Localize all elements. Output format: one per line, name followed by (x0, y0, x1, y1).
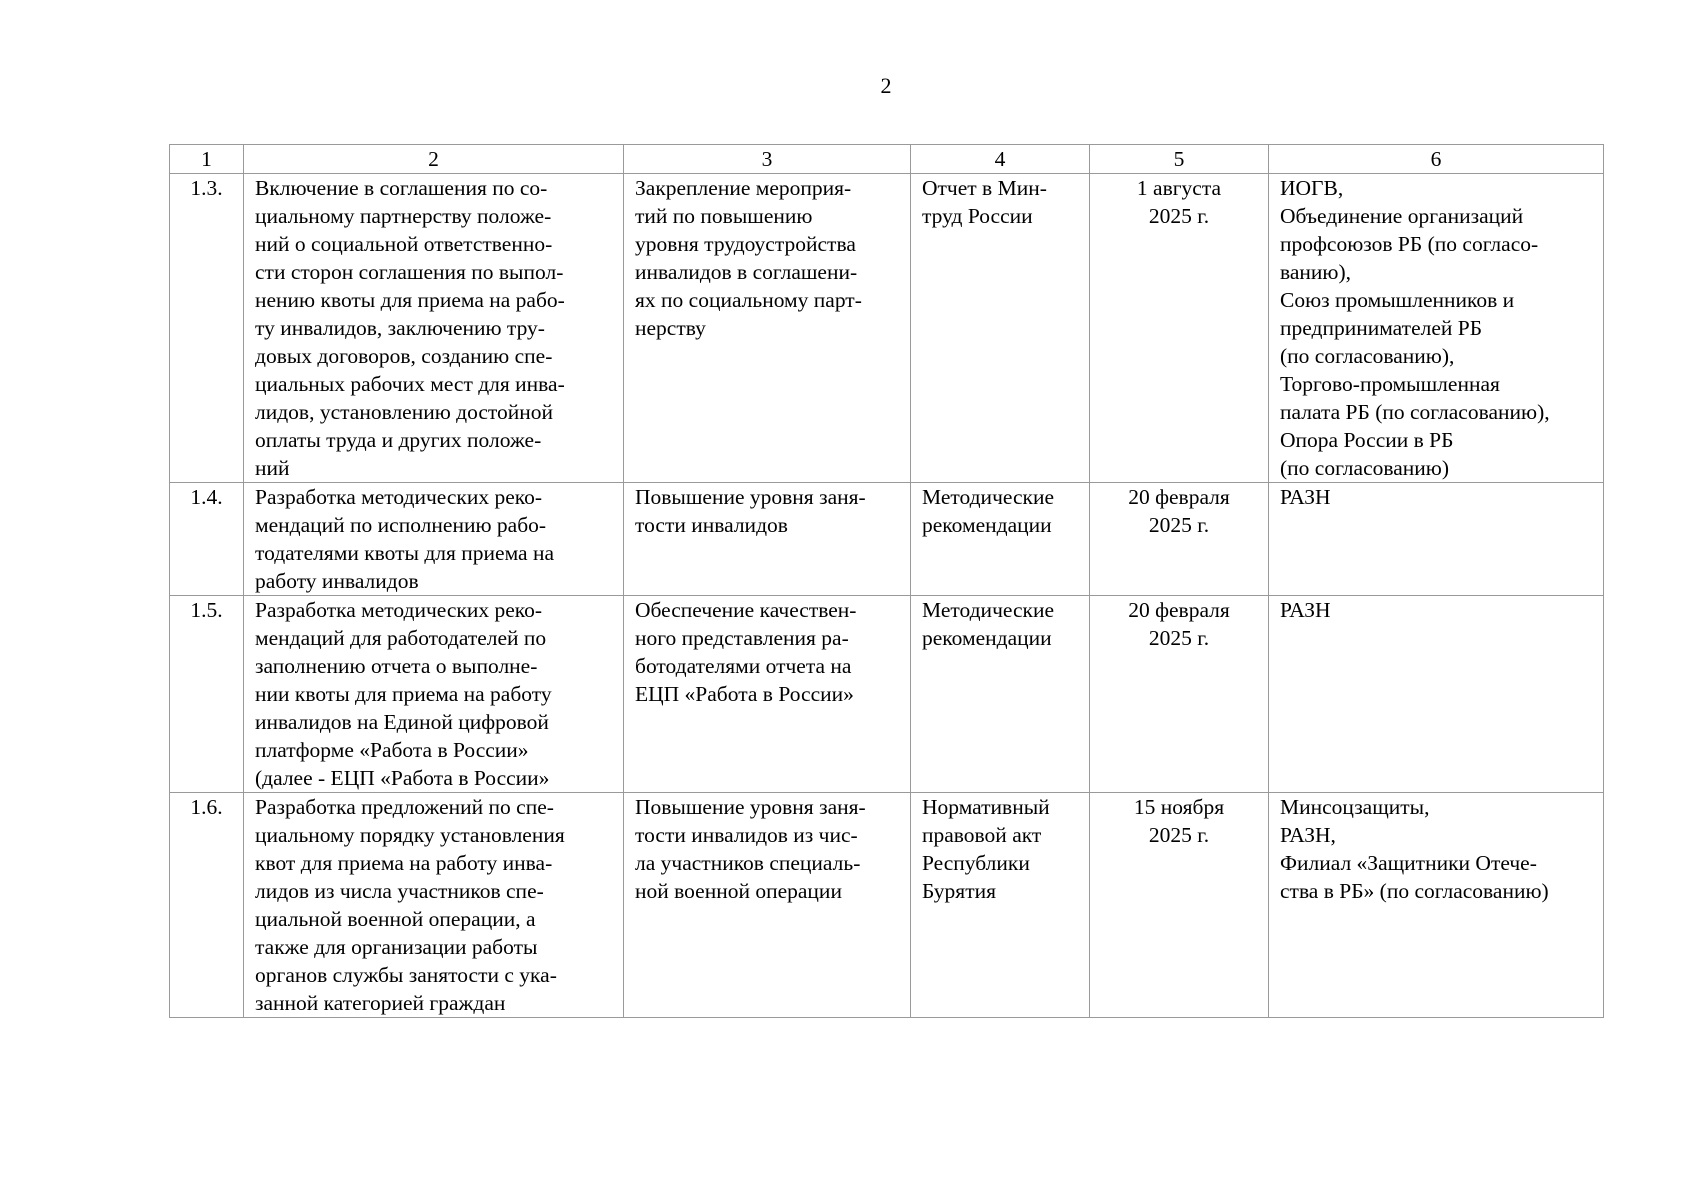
cell-text-line: рекомендации (922, 513, 1052, 537)
activity-cell (244, 483, 624, 596)
cell-text-line: (по согласованию), (1280, 344, 1455, 368)
cell-text-line: РАЗН (1280, 485, 1331, 509)
header-col-6: 6 (1269, 145, 1604, 174)
cell-text-line: тий по повышению (635, 204, 813, 228)
result-cell (624, 596, 911, 793)
header-col-4: 4 (911, 145, 1090, 174)
cell-text-line: нению квоты для приема на рабо- (255, 288, 565, 312)
deadline-cell (1090, 174, 1269, 483)
cell-text-line: РАЗН (1280, 598, 1331, 622)
cell-text-line: инвалидов в соглашени- (635, 260, 858, 284)
activity-cell (244, 596, 624, 793)
completion-form-cell (911, 483, 1090, 596)
cell-text-line: Союз промышленников и (1280, 288, 1515, 312)
header-col-1: 1 (170, 145, 244, 174)
cell-text-line: ИОГВ, (1280, 176, 1344, 200)
cell-text-line: Торгово-промышленная (1280, 372, 1500, 396)
cell-text-line: ства в РБ» (по согласованию) (1280, 879, 1549, 903)
result-cell (624, 483, 911, 596)
cell-text-line: также для организации работы (255, 935, 538, 959)
cell-text-line: заполнению отчета о выполне- (255, 654, 538, 678)
cell-text-line: работу инвалидов (255, 569, 419, 593)
cell-text-line: ту инвалидов, заключению тру- (255, 316, 545, 340)
responsible-cell (1269, 174, 1604, 483)
table-row (170, 793, 1604, 1018)
cell-text-line: циальному порядку установления (255, 823, 565, 847)
cell-text-line: циальному партнерству положе- (255, 204, 552, 228)
cell-text-line: Закрепление мероприя- (635, 176, 852, 200)
cell-text-line: ного представления ра- (635, 626, 849, 650)
cell-text-line: 20 февраля (1128, 485, 1230, 509)
table-row (170, 174, 1604, 483)
cell-text-line: занной категорией граждан (255, 991, 506, 1015)
cell-text-line: 20 февраля (1128, 598, 1230, 622)
cell-text-line: Бурятия (922, 879, 996, 903)
plan-table (169, 144, 1604, 1018)
responsible-cell (1269, 793, 1604, 1018)
cell-text-line: тодателями квоты для приема на (255, 541, 555, 565)
deadline-cell (1090, 596, 1269, 793)
cell-text-line: тости инвалидов (635, 513, 788, 537)
cell-text-line: ботодателями отчета на (635, 654, 852, 678)
cell-text-line: ний о социальной ответственно- (255, 232, 553, 256)
cell-text-line: Филиал «Защитники Отече- (1280, 851, 1537, 875)
cell-text-line: нии квоты для приема на работу (255, 682, 552, 706)
cell-text-line: 2025 г. (1148, 626, 1210, 650)
responsible-cell (1269, 596, 1604, 793)
cell-text-line: оплаты труда и других положе- (255, 428, 542, 452)
cell-text-line: Разработка методических реко- (255, 485, 543, 509)
cell-text-line: ла участников специаль- (635, 851, 861, 875)
cell-text-line: Нормативный (922, 795, 1050, 819)
cell-text-line: нерству (635, 316, 706, 340)
cell-text-line: предпринимателей РБ (1280, 316, 1483, 340)
cell-text-line: мендаций для работодателей по (255, 626, 547, 650)
cell-text-line: Республики (922, 851, 1030, 875)
table-header-row (170, 145, 1604, 174)
cell-text-line: (далее - ЕЦП «Работа в России» (255, 766, 550, 790)
cell-text-line: Разработка методических реко- (255, 598, 543, 622)
cell-text-line: мендаций по исполнению рабо- (255, 513, 547, 537)
responsible-cell (1269, 483, 1604, 596)
item-number-cell: 1.4. (170, 483, 244, 596)
cell-text-line: лидов из числа участников спе- (255, 879, 544, 903)
cell-text-line: 2025 г. (1148, 513, 1210, 537)
cell-text-line: ний (255, 456, 290, 480)
header-col-2: 2 (244, 145, 624, 174)
cell-text-line: сти сторон соглашения по выпол- (255, 260, 564, 284)
cell-text-line: рекомендации (922, 626, 1052, 650)
cell-text-line: РАЗН, (1280, 823, 1336, 847)
cell-text-line: Повышение уровня заня- (635, 485, 866, 509)
table-row (170, 596, 1604, 793)
cell-text-line: Методические (922, 598, 1054, 622)
result-cell (624, 793, 911, 1018)
header-col-5: 5 (1090, 145, 1269, 174)
cell-text-line: довых договоров, созданию спе- (255, 344, 553, 368)
table-row (170, 483, 1604, 596)
cell-text-line: ЕЦП «Работа в России» (635, 682, 854, 706)
activity-cell (244, 793, 624, 1018)
cell-text-line: ной военной операции (635, 879, 842, 903)
cell-text-line: циальных рабочих мест для инва- (255, 372, 565, 396)
deadline-cell (1090, 793, 1269, 1018)
item-number-cell: 1.3. (170, 174, 244, 483)
table-body (170, 174, 1604, 1018)
cell-text-line: лидов, установлению достойной (255, 400, 554, 424)
cell-text-line: Разработка предложений по спе- (255, 795, 554, 819)
cell-text-line: правовой акт (922, 823, 1042, 847)
cell-text-line: тости инвалидов из чис- (635, 823, 858, 847)
cell-text-line: ванию), (1280, 260, 1352, 284)
result-cell (624, 174, 911, 483)
cell-text-line: труд России (922, 204, 1033, 228)
completion-form-cell (911, 174, 1090, 483)
cell-text-line: органов службы занятости с ука- (255, 963, 557, 987)
cell-text-line: Включение в соглашения по со- (255, 176, 548, 200)
completion-form-cell (911, 793, 1090, 1018)
completion-form-cell (911, 596, 1090, 793)
cell-text-line: профсоюзов РБ (по согласо- (1280, 232, 1539, 256)
activity-cell (244, 174, 624, 483)
cell-text-line: Опора России в РБ (1280, 428, 1454, 452)
cell-text-line: палата РБ (по согласованию), (1280, 400, 1550, 424)
cell-text-line: 2025 г. (1148, 823, 1210, 847)
cell-text-line: (по согласованию) (1280, 456, 1450, 480)
cell-text-line: циальной военной операции, а (255, 907, 536, 931)
item-number-cell: 1.5. (170, 596, 244, 793)
cell-text-line: инвалидов на Единой цифровой (255, 710, 549, 734)
cell-text-line: 15 ноября (1133, 795, 1225, 819)
cell-text-line: уровня трудоустройства (635, 232, 856, 256)
item-number-cell: 1.6. (170, 793, 244, 1018)
deadline-cell (1090, 483, 1269, 596)
cell-text-line: платформе «Работа в России» (255, 738, 529, 762)
cell-text-line: Повышение уровня заня- (635, 795, 866, 819)
cell-text-line: ях по социальному парт- (635, 288, 862, 312)
cell-text-line: Объединение организаций (1280, 204, 1524, 228)
cell-text-line: 1 августа (1136, 176, 1222, 200)
page-number: 2 (880, 73, 892, 98)
cell-text-line: 2025 г. (1148, 204, 1210, 228)
cell-text-line: Минсоцзащиты, (1280, 795, 1430, 819)
cell-text-line: Методические (922, 485, 1054, 509)
cell-text-line: Обеспечение качествен- (635, 598, 857, 622)
cell-text-line: Отчет в Мин- (922, 176, 1047, 200)
cell-text-line: квот для приема на работу инва- (255, 851, 553, 875)
header-col-3: 3 (624, 145, 911, 174)
